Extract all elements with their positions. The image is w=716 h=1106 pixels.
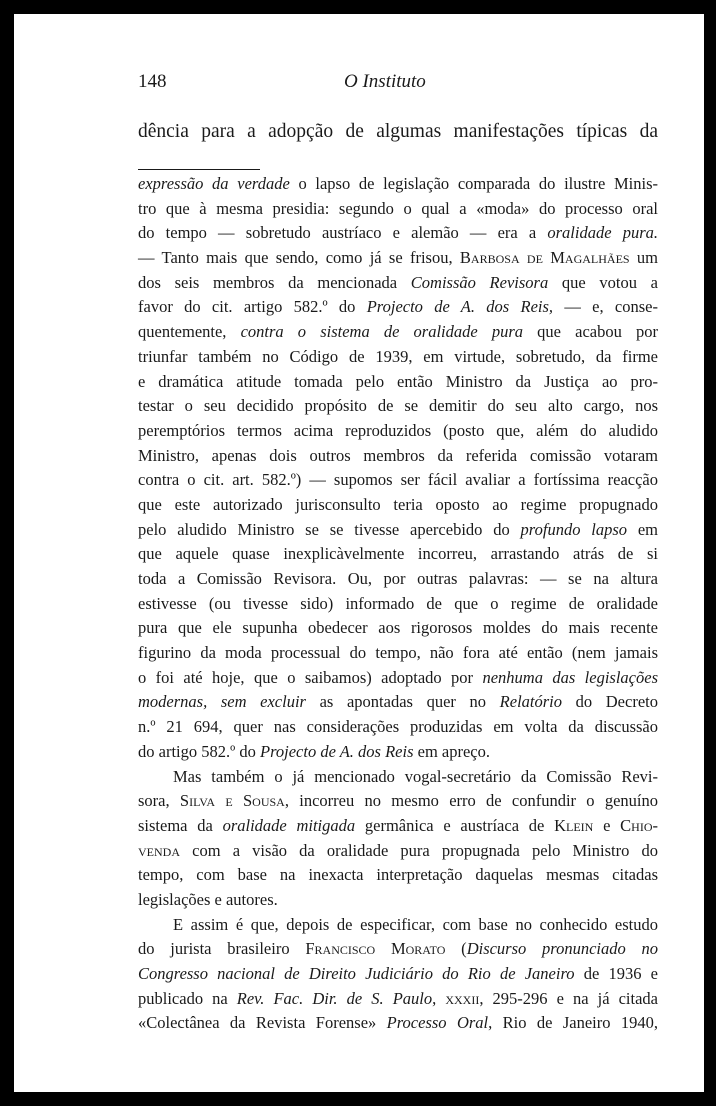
italic-phrase: contra o sistema de oralidade pura: [240, 322, 524, 342]
text-span: do artigo 582.º do: [138, 741, 260, 761]
text-line: [138, 690, 658, 715]
text-span: que votou a: [548, 272, 658, 292]
text-line: [138, 937, 658, 962]
text-span: o lapso de legislação comparada do ilustre Minis-: [289, 174, 658, 193]
text-span: pelo aludido Ministro se se tivesse apercebido do: [138, 519, 521, 539]
text-line: Mas também o já mencionado vogal-secretário da Comissão Revi-: [173, 766, 658, 786]
text-span: que acabou por: [523, 322, 658, 342]
italic-phrase: Projecto de A. dos Reis,: [366, 297, 554, 317]
text-line: [138, 814, 658, 839]
text-line: que aquele quase inexplicàvelmente incorreu, arrastando atrás de si: [138, 544, 658, 564]
text-line: [138, 839, 658, 864]
text-line: Ministro, apenas dois outros membros da referida comissão votaram: [138, 445, 658, 465]
author-name: Silva e Sousa: [179, 791, 285, 811]
text-line: [138, 789, 658, 814]
text-span: , incorreu no mesmo erro de confundir o genuíno: [284, 791, 658, 811]
text-span: sora,: [138, 791, 180, 811]
text-span: sistema da: [138, 815, 223, 835]
text-span: — e, conse-: [553, 297, 658, 317]
running-title: O Instituto: [344, 71, 426, 92]
page-header: [138, 71, 658, 101]
text-line: tempo, com base na inexacta interpretação daquelas mesmas citadas: [138, 865, 658, 885]
text-line: figurino da moda processual do tempo, não fora até então (nem jamais: [138, 643, 658, 663]
italic-phrase: Congresso nacional de Direito Judiciário do Rio de Janeiro: [138, 964, 575, 983]
text-line: [138, 246, 658, 271]
text-line: pura que ele supunha obedecer aos rigorosos moldes do mais recente: [138, 618, 658, 638]
text-span: do jurista brasileiro: [138, 939, 306, 959]
text-line: [138, 1011, 658, 1036]
text-span: de 1936 e: [574, 964, 658, 983]
text-span: quentemente,: [138, 322, 241, 342]
italic-phrase: Projecto de A. dos Reis: [259, 741, 414, 761]
footnote-text: [138, 172, 658, 1036]
text-span: do tempo — sobretudo austríaco e alemão — era a: [138, 223, 548, 243]
text-line: [138, 666, 658, 691]
italic-phrase: Comissão Revisora: [410, 272, 549, 292]
text-span: (: [445, 939, 467, 959]
page-number: 148: [138, 71, 167, 92]
text-span: um: [629, 248, 658, 268]
text-span: «Colectânea da Revista Forense»: [138, 1013, 387, 1033]
text-line: [138, 295, 658, 320]
italic-phrase: Relatório: [499, 692, 562, 712]
text-line: [138, 221, 658, 246]
text-span: ,: [432, 988, 446, 1008]
text-line: n.º 21 694, quer nas considerações produzidas em volta da discussão: [138, 717, 658, 737]
italic-phrase: expressão da verdade: [138, 174, 290, 193]
text-line: E assim é que, depois de especificar, com base no conhecido estudo: [173, 914, 658, 934]
text-line: testar o seu decidido propósito de se demitir do seu alto cargo, nos: [138, 396, 658, 416]
italic-phrase: Rev. Fac. Dir. de S. Paulo: [236, 988, 433, 1008]
text-span: publicado na: [138, 988, 237, 1008]
author-name: Chio-: [620, 815, 658, 835]
italic-phrase: oralidade pura.: [547, 223, 658, 243]
italic-phrase: Discurso pronunciado no: [466, 939, 659, 959]
book-page: [14, 14, 704, 1092]
text-span: — Tanto mais que sendo, como já se frisou,: [138, 248, 460, 268]
text-line: tro que à mesma presidia: segundo o qual a «moda» do processo oral: [138, 198, 658, 218]
author-name: Klein: [554, 815, 594, 835]
text-span: em apreço.: [413, 741, 490, 761]
text-line: [138, 987, 658, 1012]
text-line: [138, 740, 658, 765]
text-span: , 295-296 e na já citada: [479, 988, 658, 1008]
text-line: que este autorizado jurisconsulto teria oposto ao regime propugnado: [138, 494, 658, 514]
roman-numeral: xxxii: [445, 988, 480, 1008]
text-line: peremptórios termos acima reproduzidos (posto que, além do aludido: [138, 420, 658, 440]
italic-phrase: modernas, sem excluir: [138, 692, 306, 712]
text-span: dos seis membros da mencionada: [138, 272, 411, 292]
footnote-separator: [138, 169, 260, 170]
italic-phrase: oralidade mitigada: [222, 815, 356, 835]
text-span: germânica e austríaca de: [355, 815, 555, 835]
text-line: [138, 962, 658, 987]
main-text-line: dência para a adopção de algumas manifestações típicas da: [138, 121, 658, 142]
author-name: venda: [138, 840, 180, 860]
text-span: o foi até hoje, que o saibamos) adoptado por: [138, 667, 483, 687]
italic-phrase: profundo lapso: [520, 519, 628, 539]
text-line: [138, 518, 658, 543]
text-line: [138, 271, 658, 296]
text-span: com a visão da oralidade pura propugnada pelo Ministro do: [180, 840, 658, 860]
text-line: [138, 172, 658, 197]
text-span: do Decreto: [562, 692, 658, 712]
text-span: favor do cit. artigo 582.º do: [138, 297, 367, 317]
text-line: toda a Comissão Revisora. Ou, por outras palavras: — se na altura: [138, 569, 658, 588]
text-line: contra o cit. art. 582.º) — supomos ser fácil avaliar a fortíssima reacção: [138, 470, 658, 490]
author-name: Francisco Morato: [305, 939, 446, 959]
text-line: legislações e autores.: [138, 889, 278, 909]
text-span: , Rio de Janeiro 1940,: [488, 1013, 658, 1033]
text-line: [138, 320, 658, 345]
text-span: as apontadas quer no: [305, 692, 500, 712]
text-span: em: [627, 519, 658, 539]
text-line: estivesse (ou tivesse sido) informado de que o regime de oralidade: [138, 593, 658, 613]
text-span: e: [593, 815, 621, 835]
italic-phrase: Processo Oral: [386, 1013, 489, 1033]
text-line: triunfar também no Código de 1939, em virtude, sobretudo, da firme: [138, 346, 658, 366]
author-name: Barbosa de Magalhães: [459, 248, 630, 268]
text-line: e dramática atitude tomada pelo então Ministro da Justiça ao pro-: [138, 371, 658, 391]
italic-phrase: nenhuma das legislações: [482, 667, 658, 687]
